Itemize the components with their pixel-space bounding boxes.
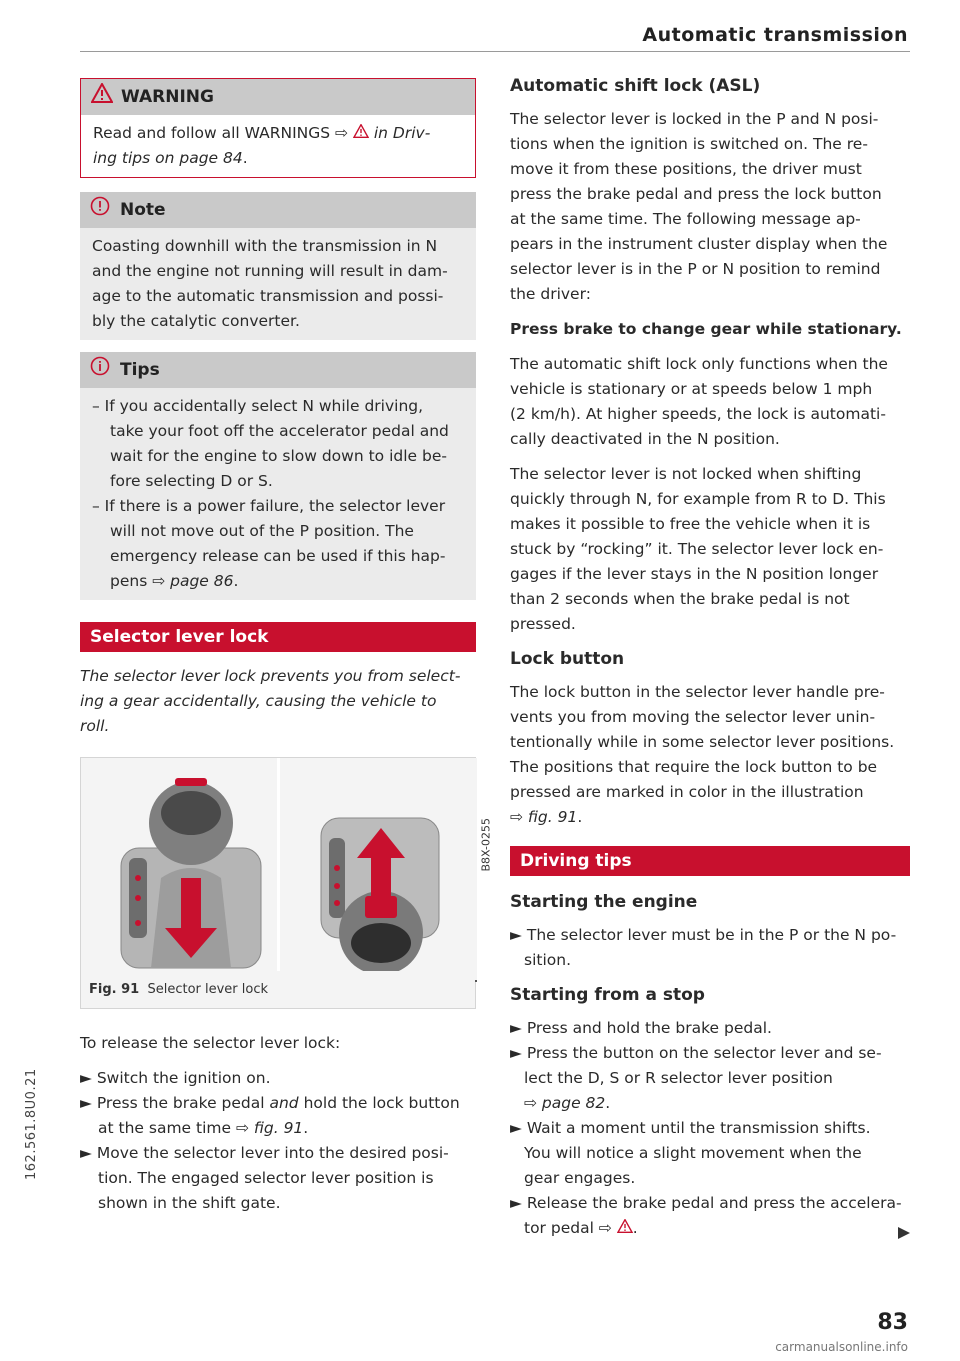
left-column xyxy=(80,78,492,1216)
list-item-cont xyxy=(510,1216,910,1241)
figure-code: B8X-0255 xyxy=(479,818,492,872)
document-code: 162.561.8U0.21 xyxy=(24,1068,39,1180)
tips-item xyxy=(92,494,464,594)
text-line: The lock button in the selector lever handle pre- xyxy=(510,683,885,701)
warning-body xyxy=(80,115,476,178)
note-line: and the engine not running will result in dam- xyxy=(92,262,448,280)
tips-line: emergency release can be used if this hap- xyxy=(110,547,446,565)
list-item: ► Press the button on the selector lever and se- xyxy=(510,1044,882,1062)
step-emph: and xyxy=(269,1094,299,1112)
section-heading-asl: Automatic shift lock (ASL) xyxy=(510,76,761,96)
note-header xyxy=(80,192,476,228)
fig-ref-link[interactable]: ⇨ fig. 91 xyxy=(510,808,578,826)
tips-line: – If there is a power failure, the selector lever xyxy=(92,497,446,515)
warning-text: Read and follow all WARNINGS ⇨ xyxy=(93,124,353,142)
step-end: . xyxy=(303,1119,309,1137)
warning-triangle-icon xyxy=(617,1216,633,1241)
warning-box xyxy=(80,78,476,178)
warning-label: WARNING xyxy=(121,86,214,107)
list-item xyxy=(80,1091,476,1116)
list-item: ► Wait a moment until the transmission shifts. xyxy=(510,1119,871,1137)
text-line: pears in the instrument cluster display when the xyxy=(510,235,888,253)
note-label: Note xyxy=(120,199,166,220)
list-item-cont: sition. xyxy=(524,951,571,969)
figure-label: Fig. 91 xyxy=(89,982,140,997)
text-line: vehicle is stationary or at speeds below 1 mph xyxy=(510,380,873,398)
text-end: . xyxy=(577,808,583,826)
intro-line: roll. xyxy=(80,717,110,735)
running-header: Automatic transmission xyxy=(642,24,908,46)
section-heading-selector-lock: Selector lever lock xyxy=(80,622,476,652)
note-line: Coasting downhill with the transmission in N xyxy=(92,237,438,255)
text-line: The automatic shift lock only functions when the xyxy=(510,355,888,373)
watermark: carmanualsonline.info xyxy=(775,1340,908,1354)
list-item: ► Move the selector lever into the desired posi- xyxy=(80,1144,449,1162)
warning-triangle-icon xyxy=(353,121,369,146)
tips-box xyxy=(80,352,476,600)
text-line: pressed are marked in color in the illustration xyxy=(510,783,864,801)
list-item-cont: You will notice a slight movement when the xyxy=(524,1144,862,1162)
note-line: age to the automatic transmission and possi- xyxy=(92,287,444,305)
section-heading-starting-stop: Starting from a stop xyxy=(510,985,705,1005)
intro-line: The selector lever lock prevents you from select- xyxy=(80,667,461,685)
tips-line: take your foot off the accelerator pedal and xyxy=(110,422,449,440)
text-end: . xyxy=(605,1094,611,1112)
release-intro: To release the selector lever lock: xyxy=(80,1034,341,1052)
text-line: The positions that require the lock button to be xyxy=(510,758,878,776)
continue-arrow-icon xyxy=(898,1222,910,1247)
header-rule xyxy=(80,51,910,52)
text-line: move it from these positions, the driver must xyxy=(510,160,862,178)
figure-caption-text: Selector lever lock xyxy=(147,982,269,997)
tips-label: Tips xyxy=(120,359,160,380)
page-ref-link[interactable]: ⇨ page 82 xyxy=(524,1094,606,1112)
text-line: tions when the ignition is switched on. The re- xyxy=(510,135,868,153)
tips-line-end: . xyxy=(233,572,239,590)
text-line: press the brake pedal and press the lock button xyxy=(510,185,882,203)
page-number: 83 xyxy=(877,1310,908,1335)
right-column xyxy=(510,74,910,1241)
text-line: The selector lever is locked in the P and N posi- xyxy=(510,110,879,128)
list-item: ► Switch the ignition on. xyxy=(80,1069,271,1087)
intro-line: ing a gear accidentally, causing the vehicle to xyxy=(80,692,437,710)
warning-ref: in Driv- xyxy=(368,124,431,142)
tips-body xyxy=(80,388,476,600)
section-heading-lock-button: Lock button xyxy=(510,649,625,669)
list-item-cont: shown in the shift gate. xyxy=(98,1194,281,1212)
text-line: (2 km/h). At higher speeds, the lock is automati- xyxy=(510,405,886,423)
selector-lock-intro xyxy=(80,664,476,739)
list-item: ► Release the brake pedal and press the accelera- xyxy=(510,1194,902,1212)
text-line: the driver: xyxy=(510,285,591,303)
list-item-cont xyxy=(80,1116,476,1141)
text-line: quickly through N, for example from R to D. This xyxy=(510,490,886,508)
text-line: tentionally while in some selector lever positions. xyxy=(510,733,895,751)
note-body xyxy=(80,228,476,340)
release-steps xyxy=(80,1066,476,1216)
text-line: makes it possible to free the vehicle when it is xyxy=(510,515,871,533)
text-line: gages if the lever stays in the N position longer xyxy=(510,565,879,583)
text-line: at the same time. The following message ap- xyxy=(510,210,861,228)
selector-lever-illustration xyxy=(81,758,477,982)
lock-button-paragraph xyxy=(510,680,910,830)
warning-header xyxy=(80,78,476,115)
tips-line: will not move out of the P position. The xyxy=(110,522,414,540)
asl-paragraph-2 xyxy=(510,352,910,452)
step-text: at the same time xyxy=(98,1119,236,1137)
text-line: than 2 seconds when the brake pedal is not xyxy=(510,590,850,608)
text-line: stuck by “rocking” it. The selector lever lock en- xyxy=(510,540,884,558)
display-message: Press brake to change gear while stationary. xyxy=(510,320,902,338)
asl-paragraph-1 xyxy=(510,107,910,307)
step-text: hold the lock button xyxy=(298,1094,460,1112)
text-line: vents you from moving the selector lever unin- xyxy=(510,708,876,726)
page-ref-link[interactable]: ⇨ page 86 xyxy=(152,572,234,590)
warning-text-end: . xyxy=(242,149,248,167)
asl-paragraph-3 xyxy=(510,462,910,637)
starting-stop-list xyxy=(510,1016,910,1241)
fig-ref-link[interactable]: ⇨ fig. 91 xyxy=(235,1119,304,1137)
list-item-cont: tion. The engaged selector lever position is xyxy=(98,1169,434,1187)
figure-caption xyxy=(81,971,475,1008)
figure-91 xyxy=(80,757,492,1009)
text-end: . xyxy=(632,1219,638,1237)
list-item: ► The selector lever must be in the P or the N po- xyxy=(510,926,897,944)
text-line: cally deactivated in the N position. xyxy=(510,430,780,448)
text-line: The selector lever is not locked when shifting xyxy=(510,465,862,483)
section-heading-starting-engine: Starting the engine xyxy=(510,892,698,912)
tips-header xyxy=(80,352,476,388)
starting-engine-list xyxy=(510,923,910,973)
text-line: tor pedal ⇨ xyxy=(524,1219,617,1237)
note-line: bly the catalytic converter. xyxy=(92,312,300,330)
exclamation-circle-icon xyxy=(90,196,110,224)
note-box xyxy=(80,192,476,340)
text-line: selector lever is in the P or N position to remind xyxy=(510,260,881,278)
info-circle-icon xyxy=(90,356,110,384)
list-item: ► Press and hold the brake pedal. xyxy=(510,1019,772,1037)
tips-line: – If you accidentally select N while driving, xyxy=(92,397,424,415)
tips-item xyxy=(92,394,464,494)
step-text: ► Press the brake pedal xyxy=(80,1094,270,1112)
warning-ref-link[interactable]: ing tips on page 84 xyxy=(93,149,243,167)
warning-triangle-icon xyxy=(91,83,113,111)
tips-line: fore selecting D or S. xyxy=(110,472,273,490)
text-line: pressed. xyxy=(510,615,576,633)
tips-line: pens xyxy=(110,572,153,590)
list-item-cont: gear engages. xyxy=(524,1169,636,1187)
tips-line: wait for the engine to slow down to idle be- xyxy=(110,447,447,465)
section-heading-driving-tips: Driving tips xyxy=(510,846,910,876)
list-item-cont: lect the D, S or R selector lever position xyxy=(524,1069,833,1087)
